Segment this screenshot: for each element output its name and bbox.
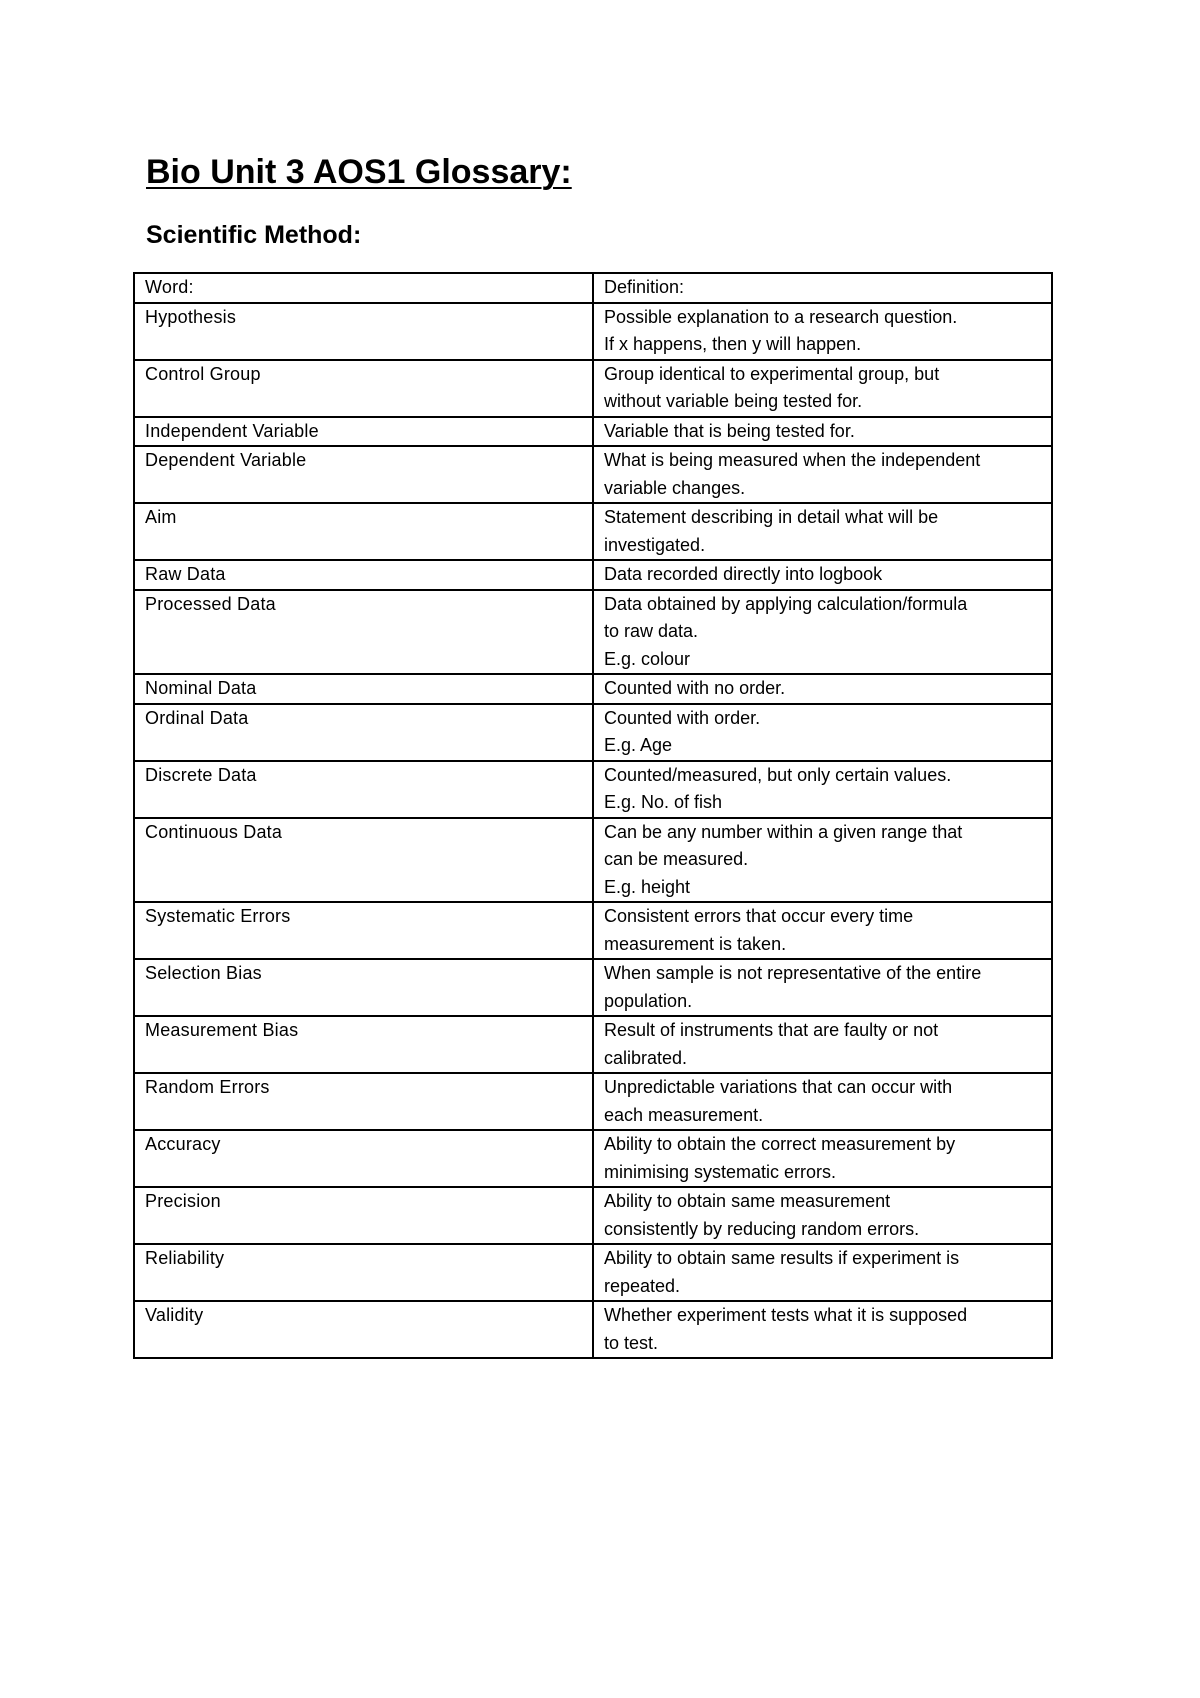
table-row (134, 704, 1052, 761)
table-row (134, 590, 1052, 675)
term-cell: Validity (134, 1301, 593, 1358)
section-title: Scientific Method: (146, 221, 362, 249)
definition-cell: Can be any number within a given range that can be measured. E.g. height (593, 818, 1052, 903)
definition-cell: Group identical to experimental group, but without variable being tested for. (593, 360, 1052, 417)
definition-cell: Variable that is being tested for. (593, 417, 1052, 447)
term-cell: Independent Variable (134, 417, 593, 447)
term-cell: Dependent Variable (134, 446, 593, 503)
term-cell: Selection Bias (134, 959, 593, 1016)
definition-cell: Ability to obtain same results if experiment is repeated. (593, 1244, 1052, 1301)
term-cell: Random Errors (134, 1073, 593, 1130)
term-cell: Systematic Errors (134, 902, 593, 959)
table-row (134, 1244, 1052, 1301)
definition-cell: Counted with no order. (593, 674, 1052, 704)
term-cell: Discrete Data (134, 761, 593, 818)
term-cell: Raw Data (134, 560, 593, 590)
table-header-row (134, 273, 1052, 303)
table-row (134, 560, 1052, 590)
definition-cell: When sample is not representative of the entire population. (593, 959, 1052, 1016)
term-cell: Precision (134, 1187, 593, 1244)
definition-cell: Data obtained by applying calculation/formula to raw data. E.g. colour (593, 590, 1052, 675)
definition-cell: Unpredictable variations that can occur with each measurement. (593, 1073, 1052, 1130)
glossary-table (133, 272, 1053, 1359)
table-row (134, 959, 1052, 1016)
definition-cell: Data recorded directly into logbook (593, 560, 1052, 590)
table-row (134, 417, 1052, 447)
glossary-table-body (134, 273, 1052, 1358)
definition-cell: Counted with order. E.g. Age (593, 704, 1052, 761)
table-row (134, 1073, 1052, 1130)
term-cell: Reliability (134, 1244, 593, 1301)
table-row (134, 902, 1052, 959)
table-row (134, 446, 1052, 503)
definition-cell: Possible explanation to a research question. If x happens, then y will happen. (593, 303, 1052, 360)
table-row (134, 503, 1052, 560)
definition-cell: Ability to obtain the correct measurement by minimising systematic errors. (593, 1130, 1052, 1187)
definition-cell: Statement describing in detail what will be investigated. (593, 503, 1052, 560)
table-row (134, 303, 1052, 360)
table-row (134, 1016, 1052, 1073)
definition-cell: Result of instruments that are faulty or not calibrated. (593, 1016, 1052, 1073)
definition-cell: Whether experiment tests what it is supposed to test. (593, 1301, 1052, 1358)
definition-cell: Ability to obtain same measurement consistently by reducing random errors. (593, 1187, 1052, 1244)
table-row (134, 818, 1052, 903)
document-title: Bio Unit 3 AOS1 Glossary: (146, 153, 572, 191)
table-row (134, 761, 1052, 818)
term-cell: Aim (134, 503, 593, 560)
definition-cell: Consistent errors that occur every time measurement is taken. (593, 902, 1052, 959)
table-row (134, 1301, 1052, 1358)
term-cell: Measurement Bias (134, 1016, 593, 1073)
term-cell: Processed Data (134, 590, 593, 675)
definition-column-header: Definition: (593, 273, 1052, 303)
table-row (134, 360, 1052, 417)
term-cell: Control Group (134, 360, 593, 417)
term-cell: Ordinal Data (134, 704, 593, 761)
word-column-header: Word: (134, 273, 593, 303)
term-cell: Accuracy (134, 1130, 593, 1187)
table-row (134, 1187, 1052, 1244)
term-cell: Hypothesis (134, 303, 593, 360)
term-cell: Nominal Data (134, 674, 593, 704)
table-row (134, 674, 1052, 704)
definition-cell: Counted/measured, but only certain values. E.g. No. of fish (593, 761, 1052, 818)
table-row (134, 1130, 1052, 1187)
term-cell: Continuous Data (134, 818, 593, 903)
definition-cell: What is being measured when the independent variable changes. (593, 446, 1052, 503)
